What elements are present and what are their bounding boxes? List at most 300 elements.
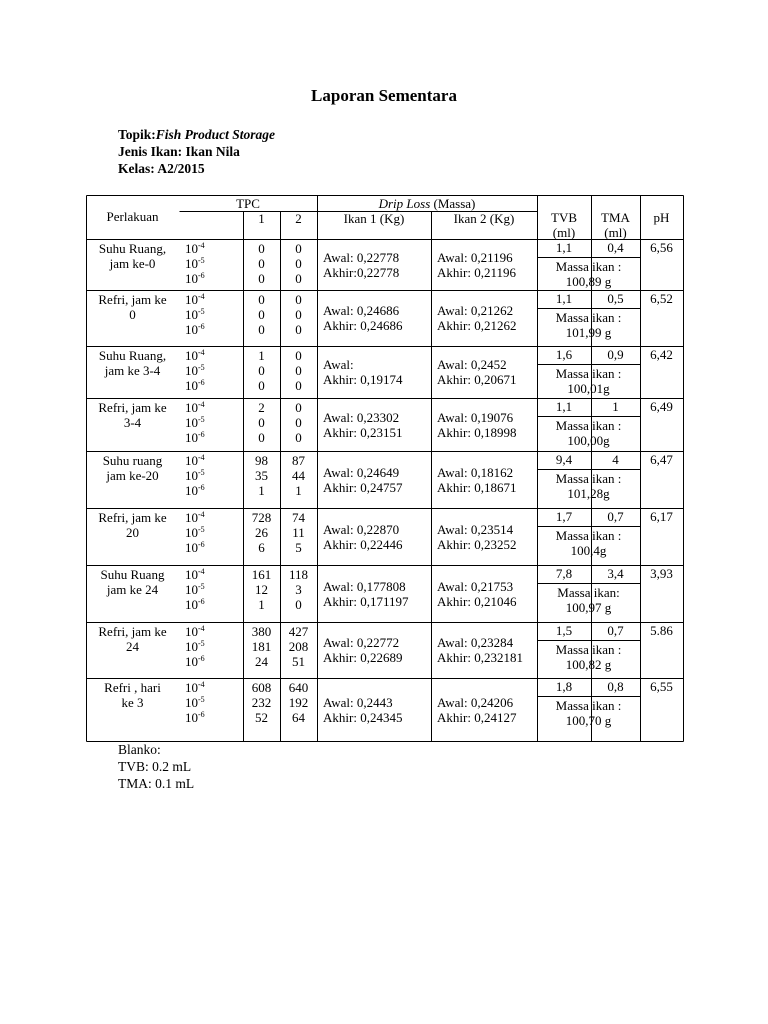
- topik-label: Topik:: [118, 127, 156, 142]
- row-ph: [640, 622, 683, 678]
- tma-value: 0,5: [607, 291, 624, 306]
- header-tpc-2: [280, 211, 317, 239]
- perlakuan-line: 0: [129, 307, 136, 322]
- dilution-value: [185, 567, 243, 582]
- ikan2-value: Awal: 0,19076: [437, 410, 514, 425]
- row-perlakuan: [86, 239, 179, 290]
- results-table: [86, 195, 685, 743]
- header-drip-loss-italic: Drip Loss: [378, 196, 431, 211]
- row-tpc-2: [280, 508, 317, 565]
- row-tpc-1: [243, 508, 280, 565]
- row-ikan1: [317, 508, 431, 565]
- tma-value: 0,7: [607, 623, 624, 638]
- blanko-label: Blanko:: [118, 742, 161, 757]
- row-perlakuan: [86, 508, 179, 565]
- ikan1-value: Akhir: 0,24686: [323, 318, 403, 333]
- dilution-base: 10: [185, 525, 198, 540]
- row-tvb: [537, 290, 591, 308]
- massa-line: Massa ikan :: [555, 471, 622, 486]
- ikan2-value: Akhir: 0,21196: [437, 265, 516, 280]
- massa-line: 100,00g: [567, 433, 610, 448]
- dilution-value: [185, 525, 243, 540]
- tpc-1-count: 0: [258, 292, 265, 307]
- tpc-1-count: 181: [251, 639, 272, 654]
- dilution-value: [185, 307, 243, 322]
- ikan2-value: Akhir: 0,18998: [437, 425, 517, 440]
- header-tpc-1: [243, 211, 280, 239]
- row-dilutions: [179, 622, 243, 678]
- row-ph: [640, 346, 683, 398]
- dilution-value: [185, 400, 243, 415]
- ikan1-value: Awal: 0,23302: [323, 410, 400, 425]
- dilution-base: 10: [185, 292, 198, 307]
- dilution-value: [185, 468, 243, 483]
- tvb-value: 1,1: [555, 291, 573, 306]
- dilution-base: 10: [185, 307, 198, 322]
- tpc-2-count: 640: [288, 680, 309, 695]
- tpc-2-count: 0: [295, 430, 302, 445]
- dilution-base: 10: [185, 483, 198, 498]
- ikan1-value: Akhir:0,22778: [323, 265, 400, 280]
- tpc-2-count: 208: [288, 639, 309, 654]
- tpc-2-count: 74: [292, 510, 305, 525]
- row-ikan1: [317, 565, 431, 622]
- dilution-value: [185, 654, 243, 669]
- row-tpc-1: [243, 398, 280, 451]
- row-dilutions: [179, 398, 243, 451]
- dilution-exponent: -4: [198, 567, 205, 576]
- header-tpc-label: TPC: [236, 196, 260, 211]
- row-tma: [591, 565, 640, 583]
- tma-value: 0,4: [607, 240, 624, 255]
- dilution-exponent: -5: [198, 363, 205, 372]
- dilution-base: 10: [185, 430, 198, 445]
- row-dilutions: [179, 290, 243, 346]
- tpc-1-count: 6: [258, 540, 265, 555]
- row-massa: [537, 640, 640, 678]
- row-massa: [537, 364, 640, 398]
- row-tpc-2: [280, 346, 317, 398]
- perlakuan-line: jam ke-20: [106, 468, 159, 483]
- dilution-exponent: -6: [198, 483, 205, 492]
- tpc-2-count: 0: [295, 292, 302, 307]
- row-tpc-2: [280, 398, 317, 451]
- row-massa: [537, 308, 640, 346]
- dilution-exponent: -5: [198, 525, 205, 534]
- perlakuan-line: jam ke 24: [106, 582, 159, 597]
- header-tpc-2-label: 2: [295, 211, 302, 226]
- ikan2-value: Awal: 0,21196: [437, 250, 513, 265]
- dilution-base: 10: [185, 540, 198, 555]
- dilution-value: [185, 241, 243, 256]
- row-ikan1: [317, 239, 431, 290]
- dilution-value: [185, 639, 243, 654]
- header-tvb-unit: (ml): [552, 225, 576, 240]
- massa-line: 101,99 g: [565, 325, 612, 340]
- dilution-exponent: -6: [198, 654, 205, 663]
- tpc-1-count: 98: [255, 453, 268, 468]
- dilution-exponent: -5: [198, 468, 205, 477]
- row-ikan2: [431, 508, 537, 565]
- ikan2-value: Awal: 0,23514: [437, 522, 514, 537]
- ikan2-value: Awal: 0,21753: [437, 579, 514, 594]
- dilution-value: [185, 378, 243, 393]
- header-tvb-label: TVB: [551, 210, 577, 225]
- perlakuan-line: 24: [126, 639, 139, 654]
- ikan2-value: Awal: 0,21262: [437, 303, 514, 318]
- dilution-exponent: -6: [198, 430, 205, 439]
- tpc-2-count: 5: [295, 540, 302, 555]
- jenis-ikan-line: Jenis Ikan: Ikan Nila: [118, 144, 240, 159]
- massa-line: Massa ikan :: [555, 366, 622, 381]
- dilution-base: 10: [185, 415, 198, 430]
- dilution-exponent: -5: [198, 695, 205, 704]
- header-ikan1-label: Ikan 1 (Kg): [343, 211, 405, 226]
- tma-value: 0,7: [607, 509, 624, 524]
- dilution-value: [185, 453, 243, 468]
- tpc-1-count: 0: [258, 307, 265, 322]
- ikan2-value: Akhir: 0,21262: [437, 318, 517, 333]
- dilution-base: 10: [185, 378, 198, 393]
- dilution-base: 10: [185, 468, 198, 483]
- dilution-value: [185, 256, 243, 271]
- massa-line: 100,01g: [567, 381, 610, 396]
- dilution-base: 10: [185, 695, 198, 710]
- dilution-exponent: -4: [198, 241, 205, 250]
- header-tma-unit: (ml): [604, 225, 627, 240]
- row-tvb: [537, 565, 591, 583]
- dilution-value: [185, 680, 243, 695]
- row-perlakuan: [86, 678, 179, 741]
- row-ikan2: [431, 398, 537, 451]
- tvb-value: 1,7: [555, 509, 573, 524]
- tpc-1-count: 1: [258, 597, 265, 612]
- tpc-2-count: 0: [295, 256, 302, 271]
- tvb-value: 1,8: [555, 679, 573, 694]
- dilution-exponent: -5: [198, 307, 205, 316]
- dilution-value: [185, 271, 243, 286]
- perlakuan-line: Refri, jam ke: [98, 400, 167, 415]
- dilution-exponent: -6: [198, 378, 205, 387]
- tpc-2-count: 1: [295, 483, 302, 498]
- dilution-base: 10: [185, 582, 198, 597]
- perlakuan-line: ke 3: [121, 695, 144, 710]
- row-tvb: [537, 622, 591, 640]
- massa-line: Massa ikan :: [555, 698, 622, 713]
- dilution-value: [185, 430, 243, 445]
- ikan1-value: Awal: 0,24649: [323, 465, 400, 480]
- tvb-value: 1,1: [555, 240, 573, 255]
- row-ph: [640, 398, 683, 451]
- tpc-1-count: 0: [258, 271, 265, 286]
- dilution-exponent: -6: [198, 540, 205, 549]
- row-dilutions: [179, 239, 243, 290]
- tpc-2-count: 87: [292, 453, 305, 468]
- tpc-1-count: 12: [255, 582, 268, 597]
- tma-value: 3,4: [607, 566, 624, 581]
- tpc-2-count: 44: [292, 468, 305, 483]
- dilution-value: [185, 710, 243, 725]
- row-ikan1: [317, 398, 431, 451]
- dilution-exponent: -6: [198, 597, 205, 606]
- row-perlakuan: [86, 622, 179, 678]
- ikan2-value: Akhir: 0,24127: [437, 710, 517, 725]
- tpc-1-count: 232: [251, 695, 272, 710]
- topik-value: Fish Product Storage: [155, 127, 276, 142]
- row-massa: [537, 257, 640, 290]
- ph-value: 6,49: [650, 399, 673, 414]
- perlakuan-line: Suhu Ruang: [100, 567, 165, 582]
- dilution-base: 10: [185, 680, 198, 695]
- header-ph-label: pH: [653, 210, 670, 225]
- dilution-value: [185, 415, 243, 430]
- row-massa: [537, 526, 640, 565]
- tpc-1-count: 26: [255, 525, 268, 540]
- dilution-exponent: -4: [198, 453, 205, 462]
- tvb-value: 9,4: [555, 452, 573, 467]
- tpc-2-count: 0: [295, 363, 302, 378]
- tpc-2-count: 0: [295, 415, 302, 430]
- tpc-2-count: 0: [295, 322, 302, 337]
- row-dilutions: [179, 346, 243, 398]
- row-ph: [640, 451, 683, 508]
- tpc-2-count: 427: [288, 624, 309, 639]
- dilution-exponent: -5: [198, 582, 205, 591]
- ph-value: 6,52: [650, 291, 673, 306]
- tpc-1-count: 24: [255, 654, 268, 669]
- row-tma: [591, 622, 640, 640]
- row-perlakuan: [86, 565, 179, 622]
- report-meta: [118, 126, 275, 177]
- ikan1-value: Awal: 0,22870: [323, 522, 400, 537]
- ikan1-value: Akhir: 0,171197: [323, 594, 409, 609]
- dilution-base: 10: [185, 256, 198, 271]
- ikan2-value: Akhir: 0,23252: [437, 537, 517, 552]
- tvb-value: 1,5: [555, 623, 573, 638]
- massa-line: Massa ikan :: [555, 259, 622, 274]
- row-tma: [591, 508, 640, 526]
- ikan2-value: Awal: 0,23284: [437, 635, 514, 650]
- ph-value: 6,47: [650, 452, 673, 467]
- dilution-base: 10: [185, 567, 198, 582]
- tpc-1-count: 0: [258, 430, 265, 445]
- dilution-base: 10: [185, 710, 198, 725]
- massa-line: 100,4g: [570, 543, 607, 558]
- massa-line: Massa ikan :: [555, 642, 622, 657]
- tpc-2-count: 118: [288, 567, 309, 582]
- tpc-1-count: 0: [258, 322, 265, 337]
- ikan1-value: Awal: 0,24686: [323, 303, 400, 318]
- row-tpc-1: [243, 565, 280, 622]
- perlakuan-line: Suhu Ruang,: [98, 348, 167, 363]
- row-tpc-1: [243, 451, 280, 508]
- row-ikan1: [317, 622, 431, 678]
- row-ikan2: [431, 451, 537, 508]
- perlakuan-line: 20: [126, 525, 139, 540]
- dilution-base: 10: [185, 453, 198, 468]
- row-dilutions: [179, 565, 243, 622]
- row-tma: [591, 290, 640, 308]
- dilution-exponent: -4: [198, 348, 205, 357]
- perlakuan-line: 3-4: [123, 415, 142, 430]
- tpc-2-count: 0: [295, 400, 302, 415]
- row-perlakuan: [86, 451, 179, 508]
- row-tpc-2: [280, 239, 317, 290]
- row-ph: [640, 508, 683, 565]
- tvb-value: 7,8: [555, 566, 573, 581]
- massa-line: 100,82 g: [565, 657, 612, 672]
- tpc-1-count: 608: [251, 680, 272, 695]
- perlakuan-line: Refri, jam ke: [98, 292, 167, 307]
- massa-line: Massa ikan :: [555, 418, 622, 433]
- tpc-2-count: 0: [295, 271, 302, 286]
- perlakuan-line: jam ke 3-4: [104, 363, 161, 378]
- dilution-base: 10: [185, 597, 198, 612]
- ikan2-value: Awal: 0,18162: [437, 465, 514, 480]
- massa-line: 100,89 g: [565, 274, 612, 289]
- row-massa: [537, 583, 640, 622]
- dilution-value: [185, 695, 243, 710]
- dilution-exponent: -6: [198, 271, 205, 280]
- row-perlakuan: [86, 290, 179, 346]
- row-ikan2: [431, 346, 537, 398]
- blanko-tvb: TVB: 0.2 mL: [118, 759, 192, 774]
- header-ikan1: [317, 211, 431, 239]
- ikan1-value: Akhir: 0,24757: [323, 480, 403, 495]
- header-drip-loss: [317, 195, 537, 211]
- dilution-exponent: -6: [198, 710, 205, 719]
- tpc-1-count: 2: [258, 400, 265, 415]
- tpc-1-count: 0: [258, 378, 265, 393]
- row-perlakuan: [86, 346, 179, 398]
- dilution-exponent: -4: [198, 680, 205, 689]
- perlakuan-line: Suhu Ruang,: [98, 241, 167, 256]
- dilution-exponent: -5: [198, 639, 205, 648]
- tpc-1-count: 1: [258, 483, 265, 498]
- row-massa: [537, 469, 640, 508]
- row-ph: [640, 678, 683, 741]
- row-perlakuan: [86, 398, 179, 451]
- row-tpc-1: [243, 239, 280, 290]
- dilution-exponent: -4: [198, 510, 205, 519]
- header-tma-label: TMA: [601, 210, 630, 225]
- dilution-base: 10: [185, 322, 198, 337]
- header-tpc-1-label: 1: [258, 211, 265, 226]
- row-dilutions: [179, 508, 243, 565]
- perlakuan-line: Refri, jam ke: [98, 624, 167, 639]
- ph-value: 6,17: [650, 509, 673, 524]
- dilution-base: 10: [185, 241, 198, 256]
- dilution-value: [185, 348, 243, 363]
- ikan2-value: Akhir: 0,21046: [437, 594, 517, 609]
- topik-line: [118, 126, 275, 143]
- tpc-2-count: 64: [292, 710, 305, 725]
- ikan1-value: Akhir: 0,22689: [323, 650, 403, 665]
- tpc-2-count: 0: [295, 597, 302, 612]
- tpc-1-count: 0: [258, 363, 265, 378]
- row-ikan2: [431, 565, 537, 622]
- row-tpc-1: [243, 346, 280, 398]
- row-ikan2: [431, 622, 537, 678]
- row-ikan1: [317, 451, 431, 508]
- ph-value: 6,55: [650, 679, 673, 694]
- ikan1-value: Awal: 0,177808: [323, 579, 406, 594]
- dilution-value: [185, 624, 243, 639]
- ikan1-value: Awal:: [323, 357, 354, 372]
- tma-value: 4: [612, 452, 619, 467]
- header-drip-loss-unit: (Massa): [433, 196, 476, 211]
- dilution-base: 10: [185, 624, 198, 639]
- dilution-base: 10: [185, 363, 198, 378]
- tpc-1-count: 1: [258, 348, 265, 363]
- row-tpc-1: [243, 678, 280, 741]
- ph-value: 5.86: [650, 623, 673, 638]
- dilution-value: [185, 582, 243, 597]
- ikan1-value: Akhir: 0,19174: [323, 372, 403, 387]
- dilution-base: 10: [185, 271, 198, 286]
- row-ikan2: [431, 678, 537, 741]
- dilution-exponent: -4: [198, 292, 205, 301]
- dilution-value: [185, 292, 243, 307]
- massa-line: Massa ikan :: [555, 310, 622, 325]
- ikan1-value: Akhir: 0,24345: [323, 710, 403, 725]
- massa-line: 100,70 g: [565, 713, 612, 728]
- perlakuan-line: Suhu ruang: [102, 453, 163, 468]
- ikan1-value: Awal: 0,2443: [323, 695, 393, 710]
- header-ph: [640, 195, 683, 239]
- tma-value: 0,9: [607, 347, 624, 362]
- ikan2-value: Awal: 0,24206: [437, 695, 514, 710]
- ikan2-value: Akhir: 0,18671: [437, 480, 517, 495]
- dilution-base: 10: [185, 654, 198, 669]
- dilution-base: 10: [185, 348, 198, 363]
- ph-value: 6,42: [650, 347, 673, 362]
- ikan1-value: Akhir: 0,23151: [323, 425, 403, 440]
- dilution-exponent: -6: [198, 322, 205, 331]
- tpc-2-count: 0: [295, 241, 302, 256]
- row-tma: [591, 451, 640, 469]
- row-tma: [591, 678, 640, 696]
- perlakuan-line: jam ke-0: [109, 256, 156, 271]
- tvb-value: 1,6: [555, 347, 573, 362]
- row-dilutions: [179, 678, 243, 741]
- tpc-2-count: 51: [292, 654, 305, 669]
- header-perlakuan-label: Perlakuan: [106, 209, 159, 224]
- dilution-exponent: -5: [198, 415, 205, 424]
- dilution-value: [185, 483, 243, 498]
- header-ikan2-label: Ikan 2 (Kg): [453, 211, 515, 226]
- blanko-tma: TMA: 0.1 mL: [118, 776, 195, 791]
- row-dilutions: [179, 451, 243, 508]
- tpc-1-count: 0: [258, 241, 265, 256]
- ph-value: 6,56: [650, 240, 673, 255]
- dilution-base: 10: [185, 510, 198, 525]
- tpc-2-count: 0: [295, 378, 302, 393]
- tpc-2-count: 192: [288, 695, 309, 710]
- row-massa: [537, 416, 640, 451]
- row-tpc-2: [280, 290, 317, 346]
- blanko-section: [118, 741, 194, 792]
- ikan2-value: Akhir: 0,232181: [437, 650, 523, 665]
- row-tvb: [537, 508, 591, 526]
- row-tma: [591, 239, 640, 257]
- row-tpc-1: [243, 622, 280, 678]
- ikan1-value: Awal: 0,22778: [323, 250, 400, 265]
- row-ikan1: [317, 346, 431, 398]
- kelas-line: Kelas: A2/2015: [118, 161, 205, 176]
- row-tvb: [537, 346, 591, 364]
- dilution-exponent: -4: [198, 624, 205, 633]
